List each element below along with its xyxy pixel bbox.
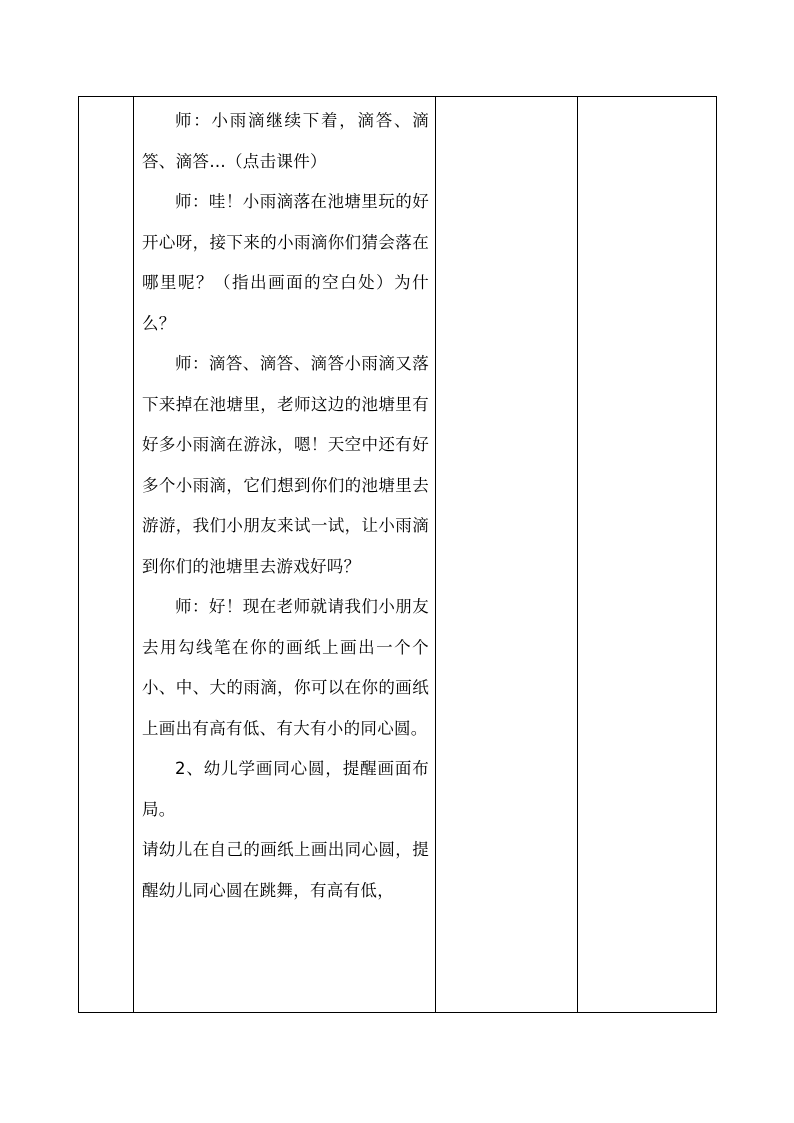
section-label-cell <box>79 97 134 1013</box>
activity-content-cell <box>134 97 436 1013</box>
paragraph-teacher-pond-question: 师：哇！小雨滴落在池塘里玩的好开心呀，接下来的小雨滴你们猜会落在哪里呢？（指出画面的空白处）为什么？ <box>142 192 429 333</box>
empty-cell-fourth <box>578 97 717 1013</box>
table-row <box>79 97 717 1013</box>
paragraph-step-2: 2、幼儿学画同心圆，提醒画面布局。 <box>142 759 429 819</box>
paragraph-teacher-swim: 师：滴答、滴答、滴答小雨滴又落下来掉在池塘里，老师这边的池塘里有好多小雨滴在游泳，嗯！天空中还有好多个小雨滴，它们想到你们的池塘里去游游，我们小朋友来试一试，让小雨滴到你们的池塘里去游戏好吗？ <box>142 354 429 576</box>
paragraph-teacher-draw-instruction: 师：好！现在老师就请我们小朋友去用勾线笔在你的画纸上画出一个个小、中、大的雨滴，你可以在你的画纸上画出有高有低、有大有小的同心圆。 <box>142 597 429 738</box>
paragraph-child-drawing: 请幼儿在自己的画纸上画出同心圆，提醒幼儿同心圆在跳舞，有高有低， <box>142 840 429 900</box>
lesson-plan-table <box>78 96 717 1013</box>
empty-cell-third <box>436 97 578 1013</box>
paragraph-teacher-drip: 师：小雨滴继续下着，滴答、滴答、滴答…（点击课件） <box>142 111 429 171</box>
activity-text <box>134 97 435 911</box>
